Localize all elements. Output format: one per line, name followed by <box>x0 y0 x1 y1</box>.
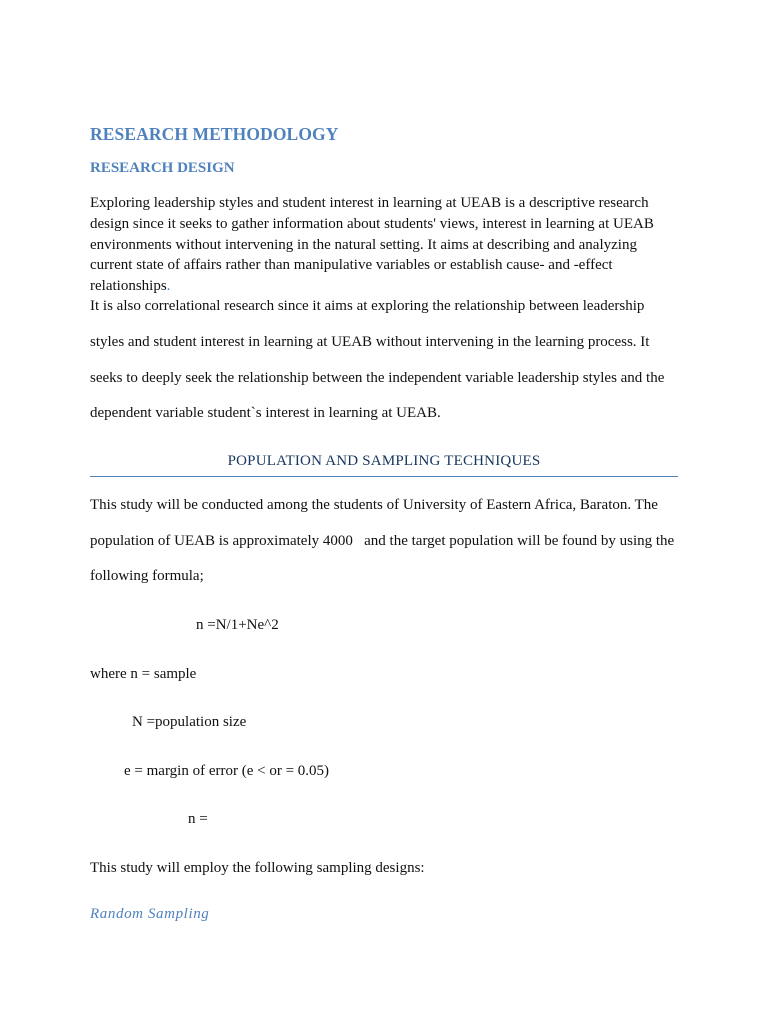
paragraph-end-punctuation: . <box>166 278 171 295</box>
population-paragraph-line-2: population of UEAB is approximately 4000 and the target population will be found by using the <box>90 533 675 549</box>
paragraph-line: environments without intervening in the natural setting. It aims at describing and analyzing <box>90 236 637 253</box>
sample-size-formula: n =N/1+Ne^2 <box>196 617 279 633</box>
paragraph-line <box>90 276 680 297</box>
correlational-paragraph-line-1: It is also correlational research since it aims at exploring the relationship between leadership <box>90 298 645 314</box>
formula-where-line: where n = sample <box>90 666 197 682</box>
population-sampling-heading-rule <box>90 451 678 477</box>
paragraph-line-text: relationships <box>90 278 167 295</box>
subheading-random-sampling: Random Sampling <box>90 906 210 922</box>
research-design-paragraph <box>90 193 680 297</box>
population-paragraph-line-1: This study will be conducted among the students of University of Eastern Africa, Baraton. The <box>90 497 658 513</box>
correlational-paragraph-line-4: dependent variable student`s interest in learning at UEAB. <box>90 405 441 421</box>
section-heading-research-design: RESEARCH DESIGN <box>90 160 235 176</box>
paragraph-line: current state of affairs rather than manipulative variables or establish cause- and -effect <box>90 257 613 274</box>
paragraph-line: design since it seeks to gather information about students' views, interest in learning at UEAB <box>90 215 654 232</box>
section-heading-population-sampling: POPULATION AND SAMPLING TECHNIQUES <box>227 453 541 469</box>
formula-definition-N: N =population size <box>132 714 247 730</box>
document-title: RESEARCH METHODOLOGY <box>90 124 339 144</box>
paragraph-line: Exploring leadership styles and student interest in learning at UEAB is a descriptive research <box>90 195 649 211</box>
sampling-designs-intro: This study will employ the following sampling designs: <box>90 860 425 876</box>
correlational-paragraph-line-2: styles and student interest in learning at UEAB without intervening in the learning process. It <box>90 334 650 350</box>
formula-definition-e: e = margin of error (e < or = 0.05) <box>124 763 330 779</box>
population-paragraph-line-3: following formula; <box>90 568 204 584</box>
sample-size-result: n = <box>188 811 208 827</box>
correlational-paragraph-line-3: seeks to deeply seek the relationship between the independent variable leadership styles and the <box>90 370 665 386</box>
